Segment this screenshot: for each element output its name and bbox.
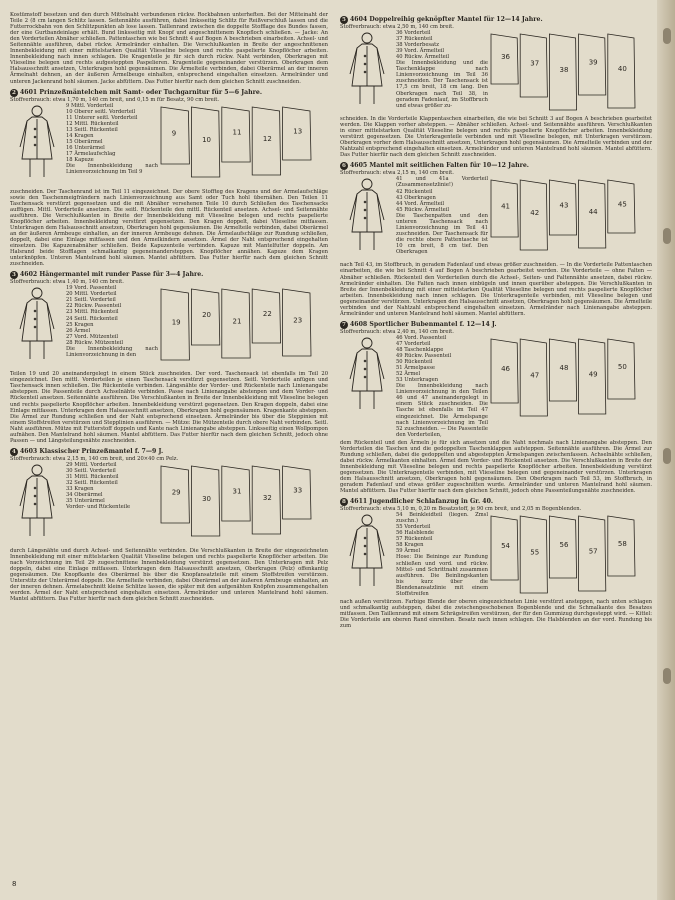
part-item: 24 Seitl. Rückenteil (66, 315, 118, 322)
section-heading (340, 498, 652, 506)
fabric-consumption: Stoffverbrauch: etwa 2,50 m, 140 cm breit. (340, 24, 454, 30)
pattern-code: 4611 (350, 498, 370, 506)
part-item: 21 Seitl. Vorderteil (66, 297, 116, 304)
garment-illustration (10, 285, 64, 363)
svg-text:46: 46 (501, 364, 511, 373)
part-item: 9 Mittl. Vorderteil (66, 102, 114, 109)
section-title: Hängermantel mit runder Passe für 3—4 Jahre. (39, 271, 204, 279)
parts-list (396, 512, 488, 597)
part-item: 57 Rückenteil (396, 536, 433, 543)
part-item: 37 Rückenteil (396, 36, 433, 43)
section-instructions: nach Teil 43, im Stoffbruch, in geradem Fadenlauf und etwas größer zuschneiden. — In die Vorderteile Pattentaschen einarbeiten, die wie bei Schnitt 4 auf Bogen A beschrieben gearbeitet werden. Die Vorderteile — ohne Falten — Abnäher schließen. Rückenteil den Vorderteilen durch die Achsel-, Seiten- und Faltennähte ansetzen, dabei rückw. Armelränder einhalten. Die Falten nach innen einbügeln und innen querüber absteppen. Die Verschlußkanten in Breite der Innenbekleidung mit einer mittelstarken Qualität Vlieseline belegen und rechts paspelierte Knopflöcher arbeiten. Innenbekleidung nach innen schlagen. Die Unterkragenteile verbinden, mit Vlieseline belegen und gegeneinander verstürzen. Unterkragen den Halsausschnitt ansetzen, Oberkragen hohl gegensäumen. Die Ärmelteile verbinden und der Nahtzahl entsprechend eingehalten einsetzen. Armelränder nach Linienangabe absteppen. Ärmelränder und unteren Mantelrand hohl säumen. Mantel abfüttern. (340, 262, 652, 317)
part-item: 50 Rückenteil (396, 359, 433, 366)
pattern-code: 4602 (20, 271, 40, 279)
left-column (10, 12, 328, 602)
svg-text:56: 56 (559, 541, 569, 550)
part-item: Die Innenbekleidung nach Linienvorzeichnung in den Teilen 46 und 47 aneinandergelegt in einem Stück zuschneiden. Die Tasche ist ebenfalls im Teil 47 eingezeichnet. Die Ärmelspange nach Linienvorzeichnung im Teil 52 zuschneiden. — Die Passenteile den Vorderteilen, (396, 383, 488, 438)
section-body (340, 30, 652, 114)
section-number: 3 (10, 271, 18, 279)
part-item: 27 Vord. Mützenteil (66, 333, 119, 340)
part-item: 40 Rückw. Ärmelteil (396, 54, 450, 61)
pattern-code: 4603 (20, 447, 40, 455)
pattern-diagram (488, 30, 652, 114)
part-item: Hose: Die Beininge zur Rundung schließen und vord. und rückw. Mittel- und Schrittnaht zusammen ausführen. Die Beinlingskanten bis kurz über die Blendenansatzlinie mit einem Stoffstreifen (396, 554, 488, 597)
page-number: 8 (12, 880, 17, 888)
part-item: Die Innenbekleidung nach Linienvorzeichnung im Teil 9 (66, 163, 158, 176)
garment-illustration (10, 462, 64, 540)
svg-text:43: 43 (559, 201, 569, 210)
part-item: 16 Unterärmel (66, 144, 105, 151)
part-item: 53 Unterkragen (396, 377, 439, 384)
svg-text:49: 49 (588, 370, 598, 379)
section-title: Sportlicher Bubenmantel f. 12—14 J. (369, 320, 497, 328)
part-item: 29 Mittl. Vorderteil (66, 461, 117, 468)
garment-illustration (340, 30, 394, 108)
pattern-section (340, 498, 652, 629)
svg-text:55: 55 (530, 548, 540, 557)
section-heading (340, 162, 652, 170)
svg-text:57: 57 (588, 547, 598, 556)
part-item: 20 Mittl. Vorderteil (66, 291, 117, 298)
part-item: 23 Mittl. Rückenteil (66, 309, 119, 316)
part-item: 32 Seitl. Rückenteil (66, 480, 118, 487)
part-item: 58 Kragen (396, 542, 424, 549)
part-item: 56 Halsblende (396, 530, 434, 537)
pattern-section (10, 448, 328, 602)
part-item: 39 Vord. Ärmelteil (396, 48, 445, 55)
parts-list (396, 30, 488, 114)
svg-text:21: 21 (232, 317, 242, 326)
pattern-code: 4605 (350, 162, 370, 170)
part-item: 59 Ärmel (396, 548, 421, 555)
pattern-code: 4608 (350, 320, 370, 328)
part-item: Die Innenbekleidung und die Taschenklappe nach Linienvorzeichnung im Teil 36 zuschneiden. Der Taschensack ist 17,5 cm breit, 18 cm lang. Den Oberkragen nach Teil 38, in geradem Fadenlauf, im Stoffbruch und etwas größer zu- (396, 60, 488, 109)
part-item: 45 Rückw. Ärmelteil (396, 206, 450, 213)
section-title: Jugendlicher Schlafanzug in Gr. 40. (369, 498, 494, 506)
part-item: Die Innenbekleidung nach Linienvorzeichnung in den (66, 345, 158, 358)
section-number: 4 (10, 448, 18, 456)
section-number: 6 (340, 162, 348, 170)
intro-paragraph: Kostümstoff besetzen und den durch Mittelnaht verbundenen rückw. Rockbahnen unterheften. Bei der Mitteinaht der Teile 2 (8 cm langen Schlitz lassen. Seitennähte ausführen, dabei linksseitig Schlitz für Reißverschluß lassen und die Futterrockbahn von den Schlitzpunkten ab lose lassen. Taillenrand zwischen die doppelte Stofflage des Bundes fassen, der eine Gurtbandeinlage erhält. Bund linksseitig mit Knopf und angeschnittenem Knopfloch schließen. — Jacke: An den Vorderteilen Abnäher schließen. Pattentaschen wie bei Schnitt 4 auf Bogen A beschrieben einarbeiten. Achsel- und Seitennähte ausführen, dabei rückw. Armelränder einhalten. Die Verschlußkanten in Breite der angeschnittenen Innenbekleidung mit einer mittelstarken Qualität Vlieseline belegen und rechts paspelierte Knopflöcher arbeiten. Innenbekleidung nach innen schlagen. Die Kragenteile je für sich durch rückw. Naht verbinden, Oberkragen mit Vlieseline belegen und rechts aufgesteppten Paspelieren. Kragenteile gegeneinander verstürzen. Oberkragen dem Halsausschnitt ansetzen, Unterkragen hohl gegensäumen. Die Ärmelteile verbinden, dabei Oberärmel an der inneren Ärmelnaht dehnen, an der äußeren Ärmelbeuge einhalten, entsprechend eingehalten einsetzen. Armelränder und unteren Jackenrand hohl säumen. Jacke abfüttern. Das Futter hierfür nach dem gleichen Schnitt zuschneiden. (10, 12, 328, 85)
svg-text:42: 42 (530, 209, 540, 218)
part-item: 15 Oberärmel (66, 138, 103, 145)
part-item: Vorder- und Rückenteile (66, 504, 131, 511)
pattern-diagram (488, 176, 652, 260)
part-item: 34 Oberärmel (66, 492, 103, 499)
part-item: 13 Seitl. Rückenteil (66, 126, 118, 133)
section-number: 8 (340, 498, 348, 506)
svg-text:11: 11 (232, 128, 242, 137)
part-item: 11 Unterer seitl. Vorderteil (66, 114, 138, 121)
part-item: 43 Oberkragen (396, 194, 436, 201)
part-item: 25 Kragen (66, 321, 94, 328)
svg-text:37: 37 (530, 59, 540, 68)
page-binding (657, 0, 675, 900)
binding-hole (663, 228, 671, 244)
part-item: 41 und 41a Vorderteil (Zusammensetzlinie!) (396, 176, 488, 189)
part-item: 49 Rückw. Passenteil (396, 353, 452, 360)
pattern-diagram (158, 285, 328, 369)
section-body (340, 335, 652, 438)
section-body (340, 176, 652, 260)
part-item: 54 Beinkleidteil (liegen. Zmsl zuschn.) (396, 512, 488, 525)
fabric-consumption: Stoffverbrauch: etwa 1,70 m, 140 cm breit, und 0,15 m für Besatz, 90 cm breit. (10, 96, 220, 103)
part-item: 44 Vord. Ärmelteil (396, 200, 445, 207)
part-item: 31 Mittl. Rückenteil (66, 473, 119, 480)
section-heading (340, 321, 652, 329)
section-instructions: zuschneiden. Der Taschenrand ist im Teil 11 eingezeichnet. Der obere Stoffteg des Kragens und der Armelaufschläge sowie den Taschenmeigfrändern nach Linienvorzeichnung aus Samt oder Tuch hohl übernähen. Den Teilen 11 Taschensack verstürzt gegensetzen und die mit Abnäher versehenen Teile 10 durch Schließen des Taschensacks auffügen. Mittl. Vorderteile ansetzen. Die seitl. Rückenteile den mittl. Rückenteil ansetzen. Achsel- und Seitennähte ausführen. Die Verschlußkanten in Breite der Innenbekleidung mit Vlieseline belegen und rechts paspelierte Knopflöcher arbeiten. Innenbekleidung verstürzt gegensetzen. Den Kragen doppelt, dabei Vlieseline mitfassen. Unterkragen dem Halsausschnitt ansetzen, Oberkragen hohl gegensäumen. Die Armelteile verbinden, dabei Oberärmel an der äußeren Armbeuge einhalten, an der inneren Armbeuge dehnen. Die Ärmelaufschläge zur Rundung schließen, doppelt, dabei eine Einlage mitfassen und den Armelkindern ansetzen. Ärmel der Naht entsprechend eingehalten einsetzen. Die Kapuzenabnäher schließen. Beide Kapuzenteile verbinden. Kapuze mit Mantelfutter doppeln. Am Halsrand beide Stofflagen schmalkantig gegeneinandersteppen. Knopflöcher annähen. Kapuze dem Kragen unterknöpfen. Unteren Mantelrand hohl säumen. Mantel abfüttern. Das Futter hierfür nach dem gleichen Schnitt zuschneiden. (10, 188, 328, 268)
fabric-consumption: Stoffverbrauch: etwa 5,10 m, 0,20 m Besatzstoff, je 90 cm breit, und 2,05 m Bogenblenden. (340, 506, 582, 513)
section-instructions: Teilen 19 und 20 aneinandergelegt in einem Stück zuschneiden. Der vord. Taschensack ist ebenfalls im Teil 20 eingezeichnet. Den mittl. Vorderteilen je einen Taschensack verstürzt gegensetzen. Seitl. Vorderteile anfügen und Taschensack innen schließen. Die Rückenteile verbinden. Längsnähte der Vorder- und Rückenteile nach Linienangabe absteppen. Die Passenteile durch Achselnähte verbinden. Passe nach Linienangabe abstenpen und dem Vorder- und Rückenteil ansetzen. Seitennähte ausführen. Die Verschlußkanten in Breite der Innenbekleidung mit Vlieseline belegen und rechts paspelierte Knopflöcher arbeiten. Innenbekleidung verstürzt gegensetzen. Den Kragen doppeln, dabei eine Einlage mitfassen. Unterkragen dem Halsausschnitt ansetzen, Oberkragen hohl gegensäumen. Kragenkante absteppen. Die Ärmel zur Rundung schließen und der Naht entsprechend einsetzen. Ärmelränder bis über die Steppinien mit einem Stoffstreifen verstürzen und Stepplinien ausführen. — Mütze: Die Mützenteile durch obere Naht verbinden. Seitl. Naht ausführen. Mütze mit Futterstoff doppeln und Kante nach Linienangabe absteppen. Linksseitig einen Wollpompon aufnähen. Den Mantelrand hohl säumen. Mantel abfüttern. Das Futter hierfür nach dem gleichen Schnitt, jedoch ohne Passen — und Längsteilungsnähte zuschneiden. (10, 371, 328, 444)
section-number: 5 (340, 16, 348, 24)
part-item: 17 Ärmelaufschlag (66, 150, 116, 157)
garment-illustration (340, 176, 394, 254)
pattern-section (10, 271, 328, 444)
pattern-section (340, 162, 652, 316)
pattern-diagram (158, 462, 328, 546)
section-heading (10, 271, 328, 279)
svg-text:44: 44 (588, 208, 598, 217)
section-body (10, 103, 328, 187)
svg-text:22: 22 (262, 310, 272, 319)
svg-text:9: 9 (171, 129, 177, 138)
part-item: 46 Vord. Passenteil (396, 334, 447, 341)
fabric-consumption: Stoffverbrauch: etwa 2,15 m, 140 cm breit. (340, 170, 454, 177)
pattern-diagram (158, 103, 328, 187)
part-item: 36 Vorderteil (396, 30, 431, 37)
section-instructions: dem Rückenteil und den Ärmeln je für sich ansetzen und die Naht nochmals nach Linienangabe absteppen. Den Vorderteilen die Taschen und die gedoppelten Taschenklappen aufsteppen. Seitennähte ausführen. Die Ärmel zur Rundung schließen, dabei die gedoppelten und abgesteppten Ärmelspangen zwischenfassen. Achselnähte schließen, dabei rückw. Ärmelkanten einhalten. Ärmel dem Vorder- und Rückenteil ansetzen. Die Verschlußkanten in Breite der Innenbekleidung mit Vlieseline belegen und rechts paspelierte Knopflöcher arbeiten. Innenbekleidung verstürzt gegensetzen. Die Unterkragenteile verbinden, mit Vlieseline belegen und gegeneinander verstürzen. Unterkragen dem Halsausschnitt ansetzen, Oberkragen hohl gegensäumen. Den Oberkragen nach Teil 53, im Stoffbruch, in geradem Fadenlauf und etwas größer zugeschnitten wurde. Armelränder und unteren Mantelrand hohl säumen. Mantel abfüttern. Das Futter hierfür nach dem gleichen Schnitt, jedoch ohne Passenteilungsnähte zuschneiden. (340, 439, 652, 495)
fabric-consumption: Stoffverbrauch: etwa 1,40 m, 140 cm breit. (10, 279, 124, 286)
part-item: 47 Vorderteil (396, 340, 431, 347)
svg-text:48: 48 (559, 363, 569, 372)
part-item: Die Taschenpatten und den unteren Taschensack nach Linienvorzeichnung im Teil 41 zuschneiden. Der Taschensack für die rechte obere Pattentasche ist 10 cm breit, 8 cm tief. Den Oberkragen (396, 212, 488, 255)
svg-text:45: 45 (617, 200, 627, 209)
parts-list (66, 285, 158, 369)
section-body (340, 512, 652, 597)
part-item: 35 Unterärmel (66, 498, 105, 505)
section-heading (10, 448, 328, 456)
svg-text:54: 54 (501, 542, 511, 551)
svg-text:29: 29 (171, 488, 181, 497)
svg-text:32: 32 (262, 493, 272, 502)
garment-illustration (340, 512, 394, 590)
parts-list (396, 176, 488, 260)
fabric-consumption: Stoffverbrauch: etwa 2,40 m, 140 cm breit. (340, 328, 454, 335)
section-instructions: nach außen verstürzen. Farbige Blende der oberen eingezeichneten Linie verstürzt ansteppen, nach unten schlagen und schmalkantig aufsteppen, dabei die zwischengeschobenen Bogenblende und die Schmalkante des Besatzes mitfassen. Den Taillenrand mit einem Schrägstreifen verstürzen, der für den Gummizug durchgesteppt wird. — Kittel: Die Vorderteile am oberen Rand einreihen. Besatz nach innen schlagen. Die Halsblenden an der vord. Rundung bis zum (340, 598, 652, 629)
pattern-section (10, 89, 328, 268)
part-item: 30 Seitl. Vorderteil (66, 467, 116, 474)
svg-text:30: 30 (202, 494, 212, 503)
section-heading (340, 16, 652, 24)
section-instructions: schneiden. In die Vorderteile Klappentaschen einarbeiten, die wie bei Schnitt 3 auf Bogen A beschrieben gearbeitet werden. Die Klappen vorher absteppen. — Abnäher schließen. Achsel- und Seitennähte ausführen. Verschlußkanten in einer mittelstarken Qualität Vlieseline belegen und rechts paspelierte Knopflöcher arbeiten. Innenbekleidung verstürzt gegensetzen. Die Unterkragenteile verbinden und mit Vlieseline belegen, mit Unterkragen verstürzen. Oberkragen vorher dem Halsausschnitt ansetzen, Unterkragen hohl gegensäumen. Die Armelteile verbinden und der Nahtzahl entsprechend eingehalten einsetzen. Armelränder und unteren Mantelrand hohl säumen. Mantel abfüttern. Das Futter hierfür nach dem gleichen Schnitt zuschneiden. (340, 116, 652, 159)
fabric-consumption: Stoffverbrauch: etwa 2,15 m, 140 cm breit, und 20×40 cm Pelz. (10, 455, 179, 462)
part-item: 19 Vord. Passenteil (66, 285, 117, 292)
part-item: 18 Kapuze (66, 157, 94, 164)
binding-hole (663, 448, 671, 464)
garment-illustration (10, 103, 64, 181)
part-item: 10 Oberer seitl. Vorderteil (66, 108, 136, 115)
section-title: Doppelreihig geknöpfter Mantel für 12—14 Jahre. (369, 16, 543, 23)
pattern-section (340, 16, 652, 158)
section-title: Prinzeßmäntelchen mit Samt- oder Tuchgarnitur für 5—6 Jahre. (39, 88, 263, 96)
svg-text:47: 47 (530, 371, 540, 380)
section-title: Klassischer Prinzeßmantel f. 7—9 J. (39, 447, 164, 455)
parts-list (66, 462, 158, 546)
garment-illustration (340, 335, 394, 413)
binding-hole (663, 28, 671, 44)
part-item: 28 Rückw. Mützenteil (66, 339, 124, 346)
section-heading (10, 89, 328, 97)
svg-text:39: 39 (588, 58, 598, 67)
part-item: 51 Ärmelpasse (396, 365, 435, 372)
svg-text:23: 23 (293, 316, 303, 325)
svg-text:41: 41 (501, 202, 511, 211)
svg-text:20: 20 (202, 311, 212, 320)
section-title: Mantel mit seitlichen Falten für 10—12 Jahre. (369, 162, 529, 170)
section-number: 2 (10, 89, 18, 97)
section-instructions: durch Längsnähte und durch Achsel- und Seitennähte verbinden. Die Verschlußkanten in Breite der eingezeichneten Innenbekleidung mit einer mittelstarken Qualität Vlieseline belegen und rechts paspelierte Knopflöcher arbeiten. Die nach Vorzeichnung im Teil 29 zugeschnittene Innenbekleidung verstürzt gegensetzen. Den Unterkragen mit Pelz doppeln, dabei eine Einlage mitfassen. Unterkragen dem Halsausschnitt ansetzen, Oberkragen (Pelz) offenkantig gegensäumen. Die Knopfkante des Oberärmel bis über die Knopfansatzteile mit einem Stoffstreifen verstürzen. Unterstitz der Unterärmel doppeln. Die Armelteile verbinden, dabei Oberärmel an der äußeren Armbeuge einhalten, an der inneren dehnen. Ärmelabschnitt kleine Schlitze lassen, die später mit den aufgenähten Knöpfen zusammengehalten werden. Ärmel der Naht entsprechend eingehalten einsetzen. Ärmelränder und unteren Mantelrand hohl säumen. Mantel abfüttern. Das Futter hierfür nach dem gleichen Schnitt zuschneiden. (10, 547, 328, 603)
pattern-code: 4604 (350, 16, 370, 23)
part-item: 38 Vorderbesatz (396, 42, 439, 49)
svg-text:38: 38 (559, 66, 569, 75)
part-item: 33 Kragen (66, 486, 94, 493)
pattern-section (340, 321, 652, 494)
svg-text:33: 33 (293, 486, 303, 495)
part-item: 55 Vorderteil (396, 524, 431, 531)
svg-text:13: 13 (293, 127, 303, 136)
svg-text:58: 58 (617, 540, 627, 549)
binding-hole (663, 668, 671, 684)
svg-text:36: 36 (501, 53, 511, 62)
part-item: 26 Ärmel (66, 327, 91, 334)
svg-text:50: 50 (617, 362, 627, 371)
pattern-code: 4601 (20, 88, 40, 96)
part-item: 12 Mittl. Rückenteil (66, 120, 119, 127)
section-body (10, 285, 328, 369)
part-item: 52 Ärmel (396, 371, 421, 378)
svg-text:40: 40 (617, 65, 627, 74)
part-item: 22 Rückw. Passenteil (66, 303, 122, 310)
section-body (10, 462, 328, 546)
svg-text:12: 12 (262, 134, 272, 143)
parts-list (396, 335, 488, 438)
pattern-diagram (488, 335, 652, 419)
part-item: 48 Taschenklappe (396, 346, 444, 353)
section-number: 7 (340, 321, 348, 329)
part-item: 42 Rückenteil (396, 188, 433, 195)
pattern-diagram (488, 512, 652, 596)
svg-text:19: 19 (171, 318, 181, 327)
part-item: 14 Kragen (66, 132, 94, 139)
right-column (340, 12, 652, 629)
svg-text:10: 10 (202, 135, 212, 144)
parts-list (66, 103, 158, 187)
svg-text:31: 31 (232, 487, 242, 496)
